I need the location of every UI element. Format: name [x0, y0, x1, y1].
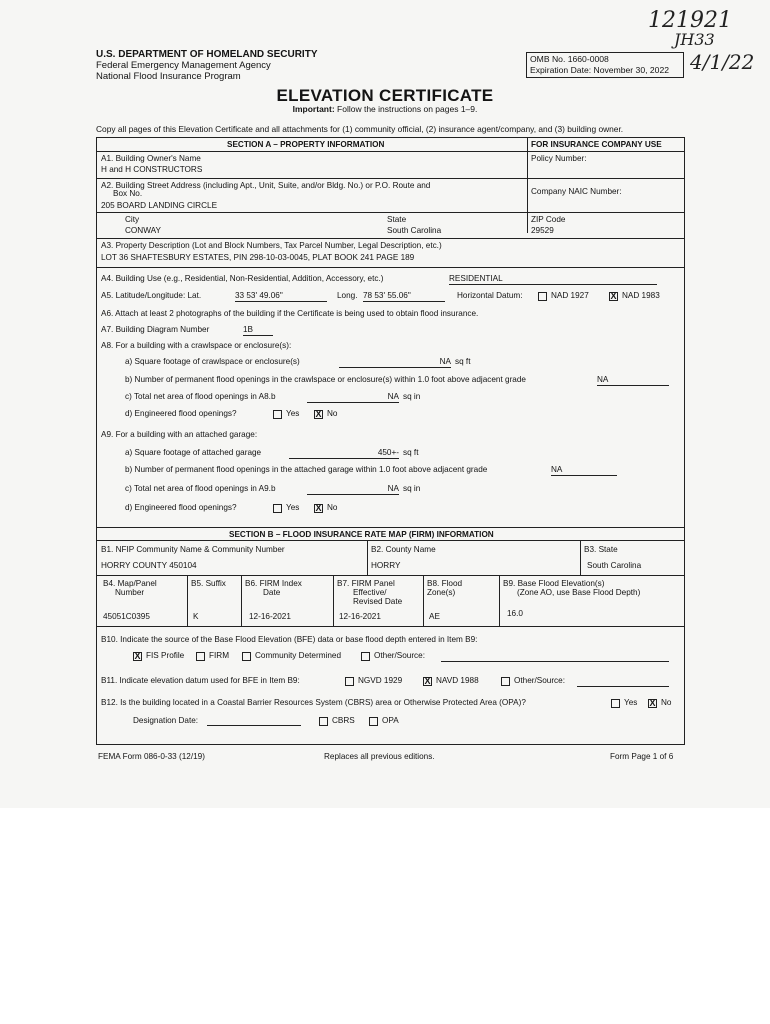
agency-name: Federal Emergency Management Agency — [96, 60, 271, 71]
zip-value[interactable]: 29529 — [531, 226, 554, 235]
community-determined-label: Community Determined — [255, 651, 341, 660]
b11-other-checkbox[interactable] — [501, 677, 510, 686]
b2-label: B2. County Name — [371, 545, 436, 554]
state-label: State — [387, 215, 407, 224]
handwritten-note-1: 121921 — [648, 8, 732, 33]
a8a-value[interactable]: NA — [339, 357, 451, 368]
a6-text: A6. Attach at least 2 photographs of the building if the Certificate is being used to obtain flood insurance. — [101, 309, 479, 318]
replaces-note: Replaces all previous editions. — [324, 752, 435, 761]
cbrs-label: CBRS — [332, 716, 355, 725]
longitude-value[interactable]: 78 53' 55.06" — [363, 291, 445, 302]
a9a-label: a) Square footage of attached garage — [125, 448, 262, 457]
program-name: National Flood Insurance Program — [96, 71, 241, 82]
nad1983-checkbox[interactable]: X — [610, 291, 617, 301]
cbrs-checkbox[interactable] — [319, 717, 328, 726]
a9-label: A9. For a building with an attached garage: — [101, 430, 258, 439]
expiration-date: Expiration Date: November 30, 2022 — [530, 65, 670, 75]
a9c-unit: sq in — [403, 484, 421, 493]
a9b-label: b) Number of permanent flood openings in the attached garage within 1.0 foot above adjacent grade — [125, 465, 488, 474]
b11-other-field[interactable] — [577, 686, 669, 687]
b4-label: B4. Map/Panel — [103, 579, 157, 588]
b8-label-2: Zone(s) — [427, 588, 456, 597]
a9c-value[interactable]: NA — [307, 484, 399, 495]
b6-value[interactable]: 12-16-2021 — [249, 612, 291, 621]
navd-label: NAVD 1988 — [436, 676, 479, 685]
b12-yes-label: Yes — [624, 698, 638, 707]
a9d-no-label: No — [327, 503, 338, 512]
section-a-title: SECTION A – PROPERTY INFORMATION — [227, 140, 385, 149]
important-note: Important: Follow the instructions on pages 1–9. — [292, 104, 478, 114]
b4-label-2: Number — [115, 588, 145, 597]
blank-margin — [0, 808, 770, 1024]
b6-label: B6. FIRM Index — [245, 579, 302, 588]
b9-label-2: (Zone AO, use Base Flood Depth) — [517, 588, 641, 597]
page-title: ELEVATION CERTIFICATE — [276, 86, 494, 105]
opa-checkbox[interactable] — [369, 717, 378, 726]
b7-label-2: Effective/ — [353, 588, 387, 597]
b2-value[interactable]: HORRY — [371, 561, 401, 570]
b7-value[interactable]: 12-16-2021 — [339, 612, 381, 621]
form-number: FEMA Form 086-0-33 (12/19) — [98, 752, 205, 761]
dept-name: U.S. DEPARTMENT OF HOMELAND SECURITY — [96, 49, 318, 60]
a7-label: A7. Building Diagram Number — [101, 325, 210, 334]
b7-label-3: Revised Date — [353, 597, 403, 606]
omb-box — [526, 52, 684, 78]
a1-label: A1. Building Owner's Name — [101, 154, 201, 163]
b6-label-2: Date — [263, 588, 281, 597]
policy-number-label[interactable]: Policy Number: — [531, 154, 587, 163]
a1-value[interactable]: H and H CONSTRUCTORS — [101, 165, 203, 174]
b12-no-checkbox[interactable]: X — [649, 698, 656, 708]
b8-value[interactable]: AE — [429, 612, 440, 621]
certificate-form — [96, 137, 685, 745]
a9a-value[interactable]: 450+- — [289, 448, 399, 459]
a7-value[interactable]: 1B — [243, 325, 273, 336]
firm-label: FIRM — [209, 651, 230, 660]
a3-label: A3. Property Description (Lot and Block Numbers, Tax Parcel Number, Legal Description, etc.) — [101, 241, 442, 250]
b9-label: B9. Base Flood Elevation(s) — [503, 579, 605, 588]
section-b-title: SECTION B – FLOOD INSURANCE RATE MAP (FIRM) INFORMATION — [229, 530, 494, 539]
b9-value[interactable]: 16.0 — [507, 609, 523, 618]
b11-other-label: Other/Source: — [514, 676, 565, 685]
community-determined-checkbox[interactable] — [242, 652, 251, 661]
designation-label: Designation Date: — [133, 716, 199, 725]
omb-number: OMB No. 1660-0008 — [530, 54, 609, 64]
b4-value[interactable]: 45051C0395 — [103, 612, 150, 621]
b5-value[interactable]: K — [193, 612, 199, 621]
a8d-no-label: No — [327, 409, 338, 418]
copy-instructions: Copy all pages of this Elevation Certificate and all attachments for (1) community official, (2) insurance agent/company, and (3) building owner. — [96, 124, 624, 134]
a3-value[interactable]: LOT 36 SHAFTESBURY ESTATES, PIN 298-10-03-0045, PLAT BOOK 241 PAGE 189 — [101, 253, 415, 262]
b12-yes-checkbox[interactable] — [611, 699, 620, 708]
a8c-value[interactable]: NA — [307, 392, 399, 403]
ngvd-checkbox[interactable] — [345, 677, 354, 686]
fis-profile-checkbox[interactable]: X — [134, 651, 141, 661]
b1-label: B1. NFIP Community Name & Community Number — [101, 545, 285, 554]
a5-label: A5. Latitude/Longitude: Lat. — [101, 291, 202, 300]
a8c-label: c) Total net area of flood openings in A8.b — [125, 392, 276, 401]
a8d-no-checkbox[interactable]: X — [315, 409, 322, 419]
navd-checkbox[interactable]: X — [424, 676, 431, 686]
a9d-yes-checkbox[interactable] — [273, 504, 282, 513]
other-source-field[interactable] — [441, 661, 669, 662]
naic-label[interactable]: Company NAIC Number: — [531, 187, 622, 196]
long-label: Long. — [337, 291, 358, 300]
b12-label: B12. Is the building located in a Coastal Barrier Resources System (CBRS) area or Otherwise Protected Area (OPA)? — [101, 698, 526, 707]
other-source-label: Other/Source: — [374, 651, 425, 660]
a9b-value[interactable]: NA — [551, 465, 617, 476]
a8a-label: a) Square footage of crawlspace or enclosure(s) — [125, 357, 300, 366]
city-value[interactable]: CONWAY — [125, 226, 161, 235]
city-label: City — [125, 215, 140, 224]
b12-no-label: No — [661, 698, 672, 707]
a9d-yes-label: Yes — [286, 503, 300, 512]
other-source-checkbox[interactable] — [361, 652, 370, 661]
a2-label: A2. Building Street Address (including Apt., Unit, Suite, and/or Bldg. No.) or P.O. Route and — [101, 181, 431, 190]
a9d-label: d) Engineered flood openings? — [125, 503, 237, 512]
opa-label: OPA — [382, 716, 399, 725]
a9c-label: c) Total net area of flood openings in A9.b — [125, 484, 276, 493]
nad1927-checkbox[interactable] — [538, 292, 547, 301]
a4-value[interactable]: RESIDENTIAL — [449, 274, 657, 285]
a2-value[interactable]: 205 BOARD LANDING CIRCLE — [101, 201, 218, 210]
a9a-unit: sq ft — [403, 448, 419, 457]
designation-field[interactable] — [207, 725, 301, 726]
agency-header — [96, 49, 317, 82]
a8c-unit: sq in — [403, 392, 421, 401]
handwritten-note-2: JH33 — [674, 30, 715, 49]
page-number: Form Page 1 of 6 — [610, 752, 674, 761]
ngvd-label: NGVD 1929 — [358, 676, 403, 685]
a9d-no-checkbox[interactable]: X — [315, 503, 322, 513]
b3-value[interactable]: South Carolina — [587, 561, 642, 570]
a2-label-cont: Box No. — [113, 189, 143, 198]
nad1983-label: NAD 1983 — [622, 291, 660, 300]
handwritten-note-3: 4/1/22 — [690, 50, 755, 74]
a8b-label: b) Number of permanent flood openings in the crawlspace or enclosure(s) within 1.0 foot above adjacent grade — [125, 375, 526, 384]
b1-value[interactable]: HORRY COUNTY 450104 — [101, 561, 197, 570]
a4-label: A4. Building Use (e.g., Residential, Non-Residential, Addition, Accessory, etc.) — [101, 274, 384, 283]
a8d-label: d) Engineered flood openings? — [125, 409, 237, 418]
latitude-value[interactable]: 33 53' 49.06" — [235, 291, 327, 302]
a8b-value[interactable]: NA — [597, 375, 669, 386]
b8-label: B8. Flood — [427, 579, 463, 588]
nad1927-label: NAD 1927 — [551, 291, 589, 300]
zip-label: ZIP Code — [531, 215, 566, 224]
b5-label: B5. Suffix — [191, 579, 226, 588]
firm-checkbox[interactable] — [196, 652, 205, 661]
insurance-use-title: FOR INSURANCE COMPANY USE — [531, 140, 662, 149]
a8d-yes-checkbox[interactable] — [273, 410, 282, 419]
b7-label: B7. FIRM Panel — [337, 579, 395, 588]
datum-label: Horizontal Datum: — [457, 291, 523, 300]
fis-profile-label: FIS Profile — [146, 651, 185, 660]
b3-label: B3. State — [584, 545, 618, 554]
state-value[interactable]: South Carolina — [387, 226, 442, 235]
a8d-yes-label: Yes — [286, 409, 300, 418]
b10-label: B10. Indicate the source of the Base Flood Elevation (BFE) data or base flood depth entered in Item B9: — [101, 635, 478, 644]
b11-label: B11. Indicate elevation datum used for BFE in Item B9: — [101, 676, 300, 685]
a8a-unit: sq ft — [455, 357, 471, 366]
a8-label: A8. For a building with a crawlspace or enclosure(s): — [101, 341, 292, 350]
